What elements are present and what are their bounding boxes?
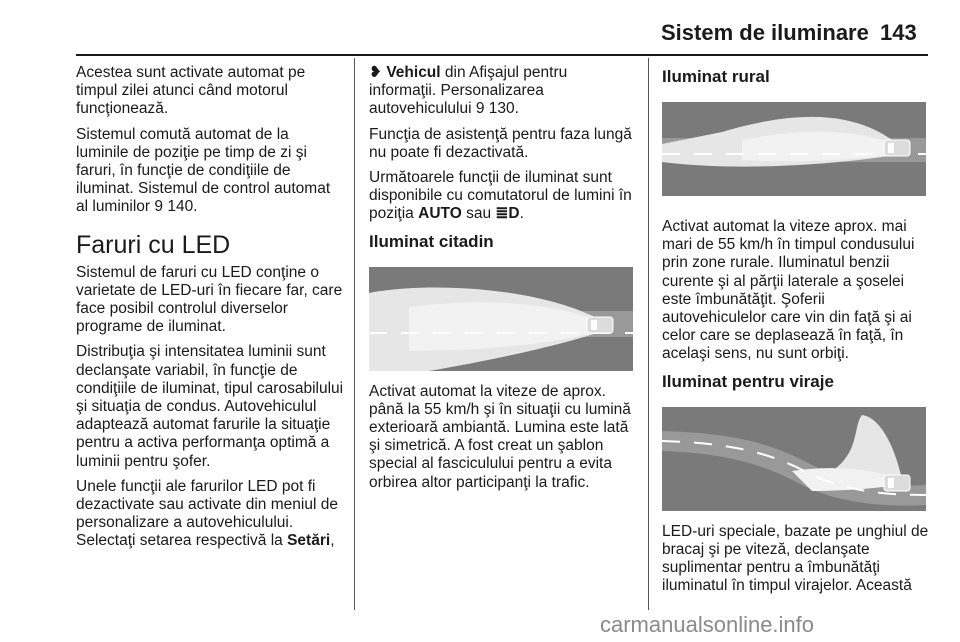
- column-1: [76, 64, 344, 558]
- page-reference[interactable]: 130.: [484, 100, 519, 118]
- page-reference[interactable]: 140.: [163, 198, 198, 216]
- page-header-title: Sistem de iluminare: [661, 20, 869, 45]
- menu-term: Vehicul: [386, 64, 441, 81]
- rural-lighting-illustration: [662, 102, 926, 206]
- arrow-icon: ❥: [369, 64, 382, 81]
- paragraph: Sistemul de faruri cu LED conţine o varietate de LED-uri în fiecare far, care face posibil controlul diverselor programe de iluminat.: [76, 263, 343, 336]
- paragraph: ❥ Vehicul din Afişajul pentru informaţii. Personalizarea autovehiculului 9 130.: [369, 64, 568, 118]
- paragraph: LED-uri speciale, bazate pe unghiul de bracaj şi pe viteză, declanşate suplimentar pentru a îmbunătăţi iluminatul în timpul virajelor. Această: [662, 522, 929, 595]
- column-divider-2: [648, 58, 649, 610]
- paragraph: Acestea sunt activate automat pe timpul zilei atunci când motorul funcţionează.: [76, 64, 306, 118]
- paragraph: Activat automat la viteze de aprox. până la 55 km/h şi în situaţii cu lumină exterioară ambiantă. Lumina este lată şi simetrică. A fost creat un şablon special al fasciculului pentru a evita orbirea altor participanţi la trafic.: [369, 382, 631, 491]
- cornering-lighting-illustration: [662, 407, 926, 511]
- paragraph: Sistemul comută automat de la luminile de poziţie pe timp de zi şi faruri, în funcţie de condiţiile de iluminat. Sistemul de control automat al luminilor 9 140.: [76, 125, 331, 216]
- paragraph: Activat automat la viteze aprox. mai mari de 55 km/h în timpul condusului prin zone rurale. Iluminatul benzii curente şi al părţii laterale a şoselei este îmbunătăţit. Şoferii autovehiculelor care vin din faţă şi ai celor care se deplasează în faţă, în acelaşi sens, nu sunt orbiţi.: [662, 218, 915, 363]
- header-divider: [76, 54, 928, 56]
- section-heading: Faruri cu LED: [76, 230, 231, 259]
- column-2: [369, 64, 637, 499]
- page-number: 143: [880, 20, 917, 45]
- city-lighting-illustration: [369, 267, 633, 371]
- column-3: [662, 64, 930, 602]
- paragraph: Funcţia de asistenţă pentru faza lungă nu poate fi dezactivată.: [369, 125, 632, 161]
- subsection-heading: Iluminat citadin: [369, 231, 494, 251]
- menu-term: Setări: [287, 532, 331, 550]
- subsection-heading: Iluminat rural: [662, 67, 770, 86]
- paragraph: Următoarele funcţii de iluminat sunt disponibile cu comutatorul de lumini în poziţia AUTO sau ≣D.: [369, 169, 632, 223]
- paragraph: Unele funcţii ale farurilor LED pot fi dezactivate sau activate din meniul de personalizare a autovehiculului. Selectaţi setarea respectivă la Setări,: [76, 477, 338, 550]
- switch-position-auto: AUTO: [418, 205, 462, 223]
- subsection-heading: Iluminat pentru viraje: [662, 371, 834, 391]
- watermark: carmanualsonline.info: [600, 612, 815, 637]
- paragraph: Distribuţia şi intensitatea luminii sunt declanşate variabil, în funcţie de condiţiile de iluminat, tipul carosabilului şi situaţia de condus. Autovehiculul adaptează automat farurile la situaţie pentru a activa performanţa optimă a luminii pentru şofer.: [76, 343, 344, 470]
- column-divider-1: [354, 58, 355, 610]
- page-reference-icon: 9: [154, 198, 164, 216]
- headlight-symbol: ≣D: [495, 205, 520, 223]
- page-reference-icon: 9: [475, 100, 485, 118]
